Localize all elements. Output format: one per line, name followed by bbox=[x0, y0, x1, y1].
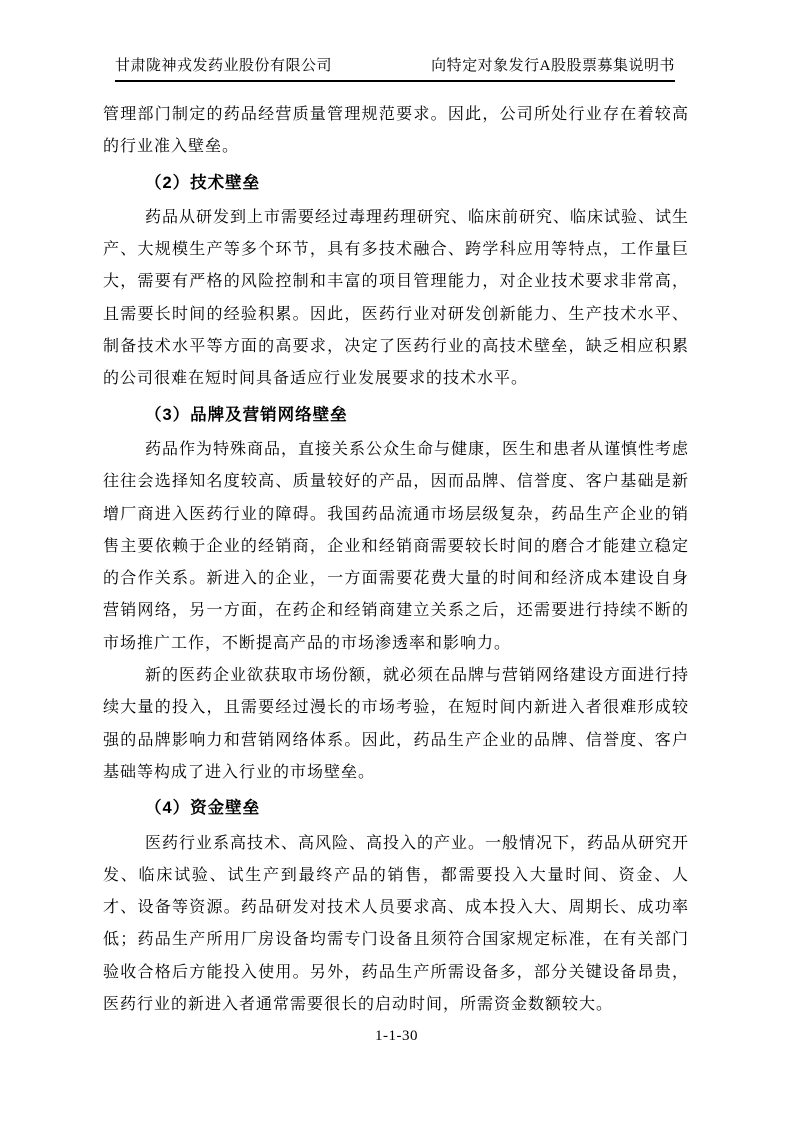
page-footer bbox=[0, 1028, 793, 1045]
paragraph-brand-barrier-1: 药品作为特殊商品，直接关系公众生命与健康，医生和患者从谨慎性考虑往往会选择知名度较高、质量较好的产品，因而品牌、信誉度、客户基础是新增厂商进入医药行业的障碍。我国药品流通市场层级复杂，药品生产企业的销售主要依赖于企业的经销商，企业和经销商需要较长时间的磨合才能建立稳定的合作关系。新进入的企业，一方面需要花费大量的时间和经济成本建设自身营销网络，另一方面，在药企和经销商建立关系之后，还需要进行持续不断的市场推广工作，不断提高产品的市场渗透率和影响力。 bbox=[103, 440, 690, 652]
heading-capital-barrier: （4）资金壁垒 bbox=[145, 799, 261, 818]
paragraph-capital-barrier: 医药行业系高技术、高风险、高投入的产业。一般情况下，药品从研究开发、临床试验、试生产到最终产品的销售，都需要投入大量时间、资金、人才、设备等资源。药品研发对技术人员要求高、成本投入大、周期长、成功率低；药品生产所用厂房设备均需专门设备且须符合国家规定标准，在有关部门验收合格后方能投入使用。另外，药品生产所需设备多，部分关键设备昂贵，医药行业的新进入者通常需要很长的启动时间，所需资金数额较大。 bbox=[103, 834, 690, 1014]
paragraph-brand-barrier-2: 新的医药企业欲获取市场份额，就必须在品牌与营销网络建设方面进行持续大量的投入，且需要经过漫长的市场考验，在短时间内新进入者很难形成较强的品牌影响力和营销网络体系。因此，药品生产企业的品牌、信誉度、客户基础等构成了进入行业的市场壁垒。 bbox=[103, 667, 690, 781]
heading-technology-barrier: （2）技术壁垒 bbox=[145, 173, 261, 192]
header-company-name: 甘肃陇神戎发药业股份有限公司 bbox=[115, 58, 333, 74]
page-number: 1-1-30 bbox=[375, 1028, 418, 1044]
paragraph-technology-barrier: 药品从研发到上市需要经过毒理药理研究、临床前研究、临床试验、试生产、大规模生产等多个环节，具有多技术融合、跨学科应用等特点，工作量巨大，需要有严格的风险控制和丰富的项目管理能力，对企业技术要求非常高，且需要长时间的经验积累。因此，医药行业对研发创新能力、生产技术水平、制备技术水平等方面的高要求，决定了医药行业的高技术壁垒，缺乏相应积累的公司很难在短时间具备适应行业发展要求的技术水平。 bbox=[103, 208, 690, 388]
header-document-title: 向特定对象发行A股股票募集说明书 bbox=[431, 58, 675, 74]
paragraph-industry-entry-barrier: 管理部门制定的药品经营质量管理规范要求。因此，公司所处行业存在着较高的行业准入壁垒。 bbox=[103, 106, 689, 156]
page-header bbox=[115, 56, 675, 82]
document-body bbox=[103, 99, 689, 1021]
heading-brand-marketing-network-barrier: （3）品牌及营销网络壁垒 bbox=[145, 405, 348, 424]
